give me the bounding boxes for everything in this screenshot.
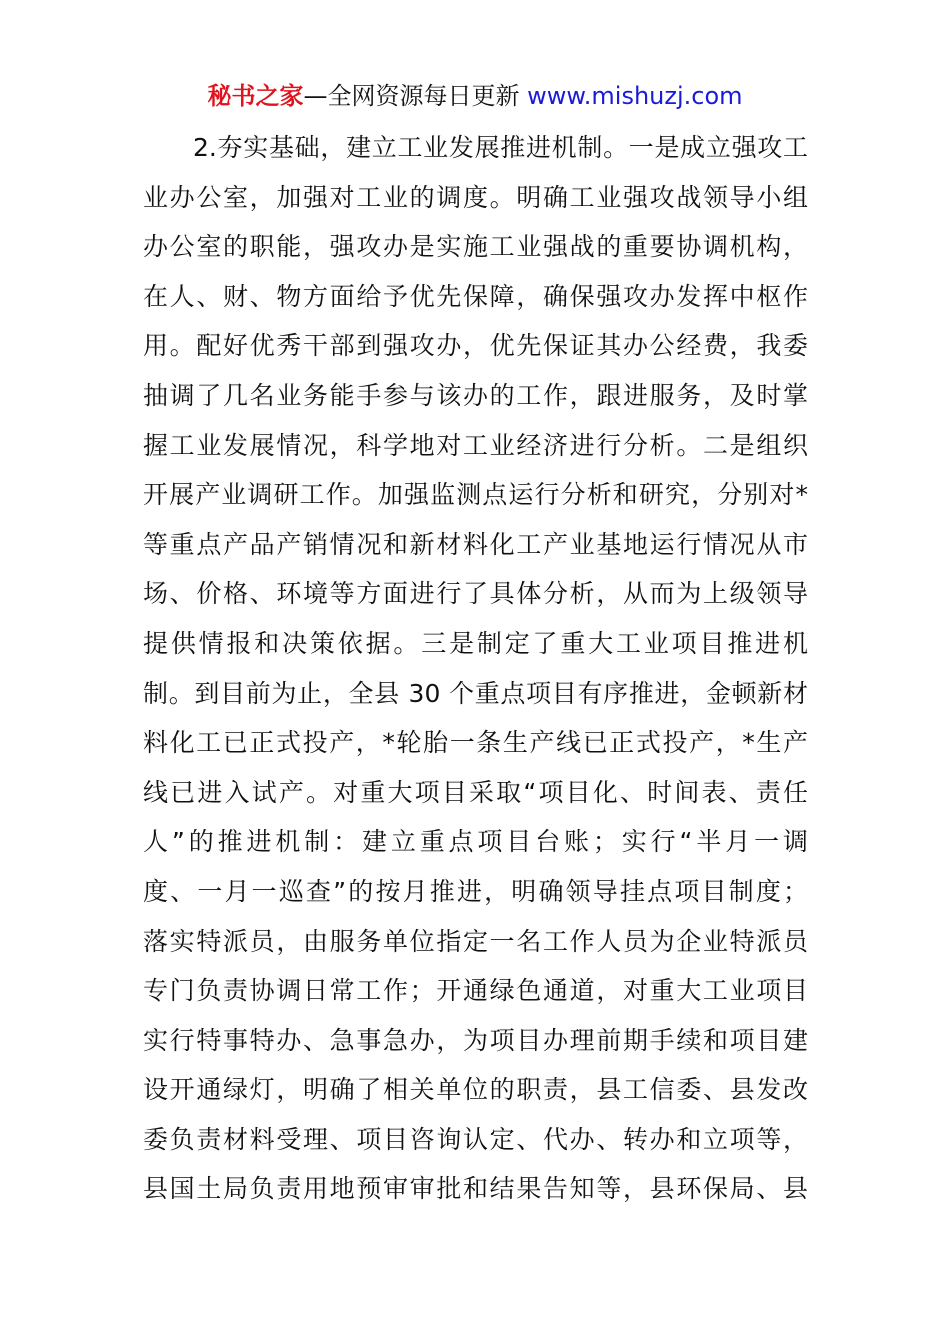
paragraph-line: 线已进入试产。对重大项目采取“项目化、时间表、责任 (143, 777, 808, 807)
paragraph-line: 握工业发展情况，科学地对工业经济进行分析。二是组织 (143, 430, 808, 460)
paragraph-line: 设开通绿灯，明确了相关单位的职责，县工信委、县发改 (143, 1075, 808, 1105)
paragraph-line: 抽调了几名业务能手参与该办的工作，跟进服务，及时掌 (143, 380, 808, 410)
paragraph-line: 提供情报和决策依据。三是制定了重大工业项目推进机 (143, 628, 808, 658)
paragraph-line: 人”的推进机制：建立重点项目台账；实行“半月一调 (143, 827, 808, 857)
paragraph-line: 县国土局负责用地预审审批和结果告知等，县环保局、县 (143, 1174, 808, 1204)
paragraph-line: 度、一月一巡查”的按月推进，明确领导挂点项目制度； (143, 876, 808, 906)
paragraph-line: 在人、财、物方面给予优先保障，确保强攻办发挥中枢作 (143, 281, 808, 311)
paragraph-line: 开展产业调研工作。加强监测点运行分析和研究，分别对* (143, 480, 808, 510)
watermark-header (0, 80, 950, 112)
paragraph-line: 2.夯实基础，建立工业发展推进机制。一是成立强攻工 (193, 133, 808, 162)
paragraph-line: 落实特派员，由服务单位指定一名工作人员为企业特派员 (143, 926, 808, 956)
paragraph-line: 实行特事特办、急事急办，为项目办理前期手续和项目建 (143, 1025, 808, 1055)
site-url[interactable]: www.mishuzj.com (527, 82, 743, 110)
paragraph-line: 办公室的职能，强攻办是实施工业强战的重要协调机构， (143, 232, 808, 262)
paragraph-line: 业办公室，加强对工业的调度。明确工业强攻战领导小组 (143, 182, 808, 212)
brand-name: 秘书之家 (207, 82, 304, 110)
header-tagline: —全网资源每日更新 (303, 82, 528, 110)
paragraph-line: 等重点产品产销情况和新材料化工产业基地运行情况从市 (143, 529, 808, 559)
paragraph-line: 制。到目前为止，全县 30 个重点项目有序推进，金顿新材 (143, 678, 808, 708)
paragraph-line: 用。配好优秀干部到强攻办，优先保证其办公经费，我委 (143, 331, 808, 361)
paragraph-line: 场、价格、环境等方面进行了具体分析，从而为上级领导 (143, 579, 808, 609)
paragraph-line: 料化工已正式投产，*轮胎一条生产线已正式投产，*生产 (143, 728, 808, 758)
paragraph-line: 专门负责协调日常工作；开通绿色通道，对重大工业项目 (143, 976, 808, 1006)
document-paragraph (143, 123, 808, 1214)
paragraph-line: 委负责材料受理、项目咨询认定、代办、转办和立项等， (143, 1124, 808, 1154)
